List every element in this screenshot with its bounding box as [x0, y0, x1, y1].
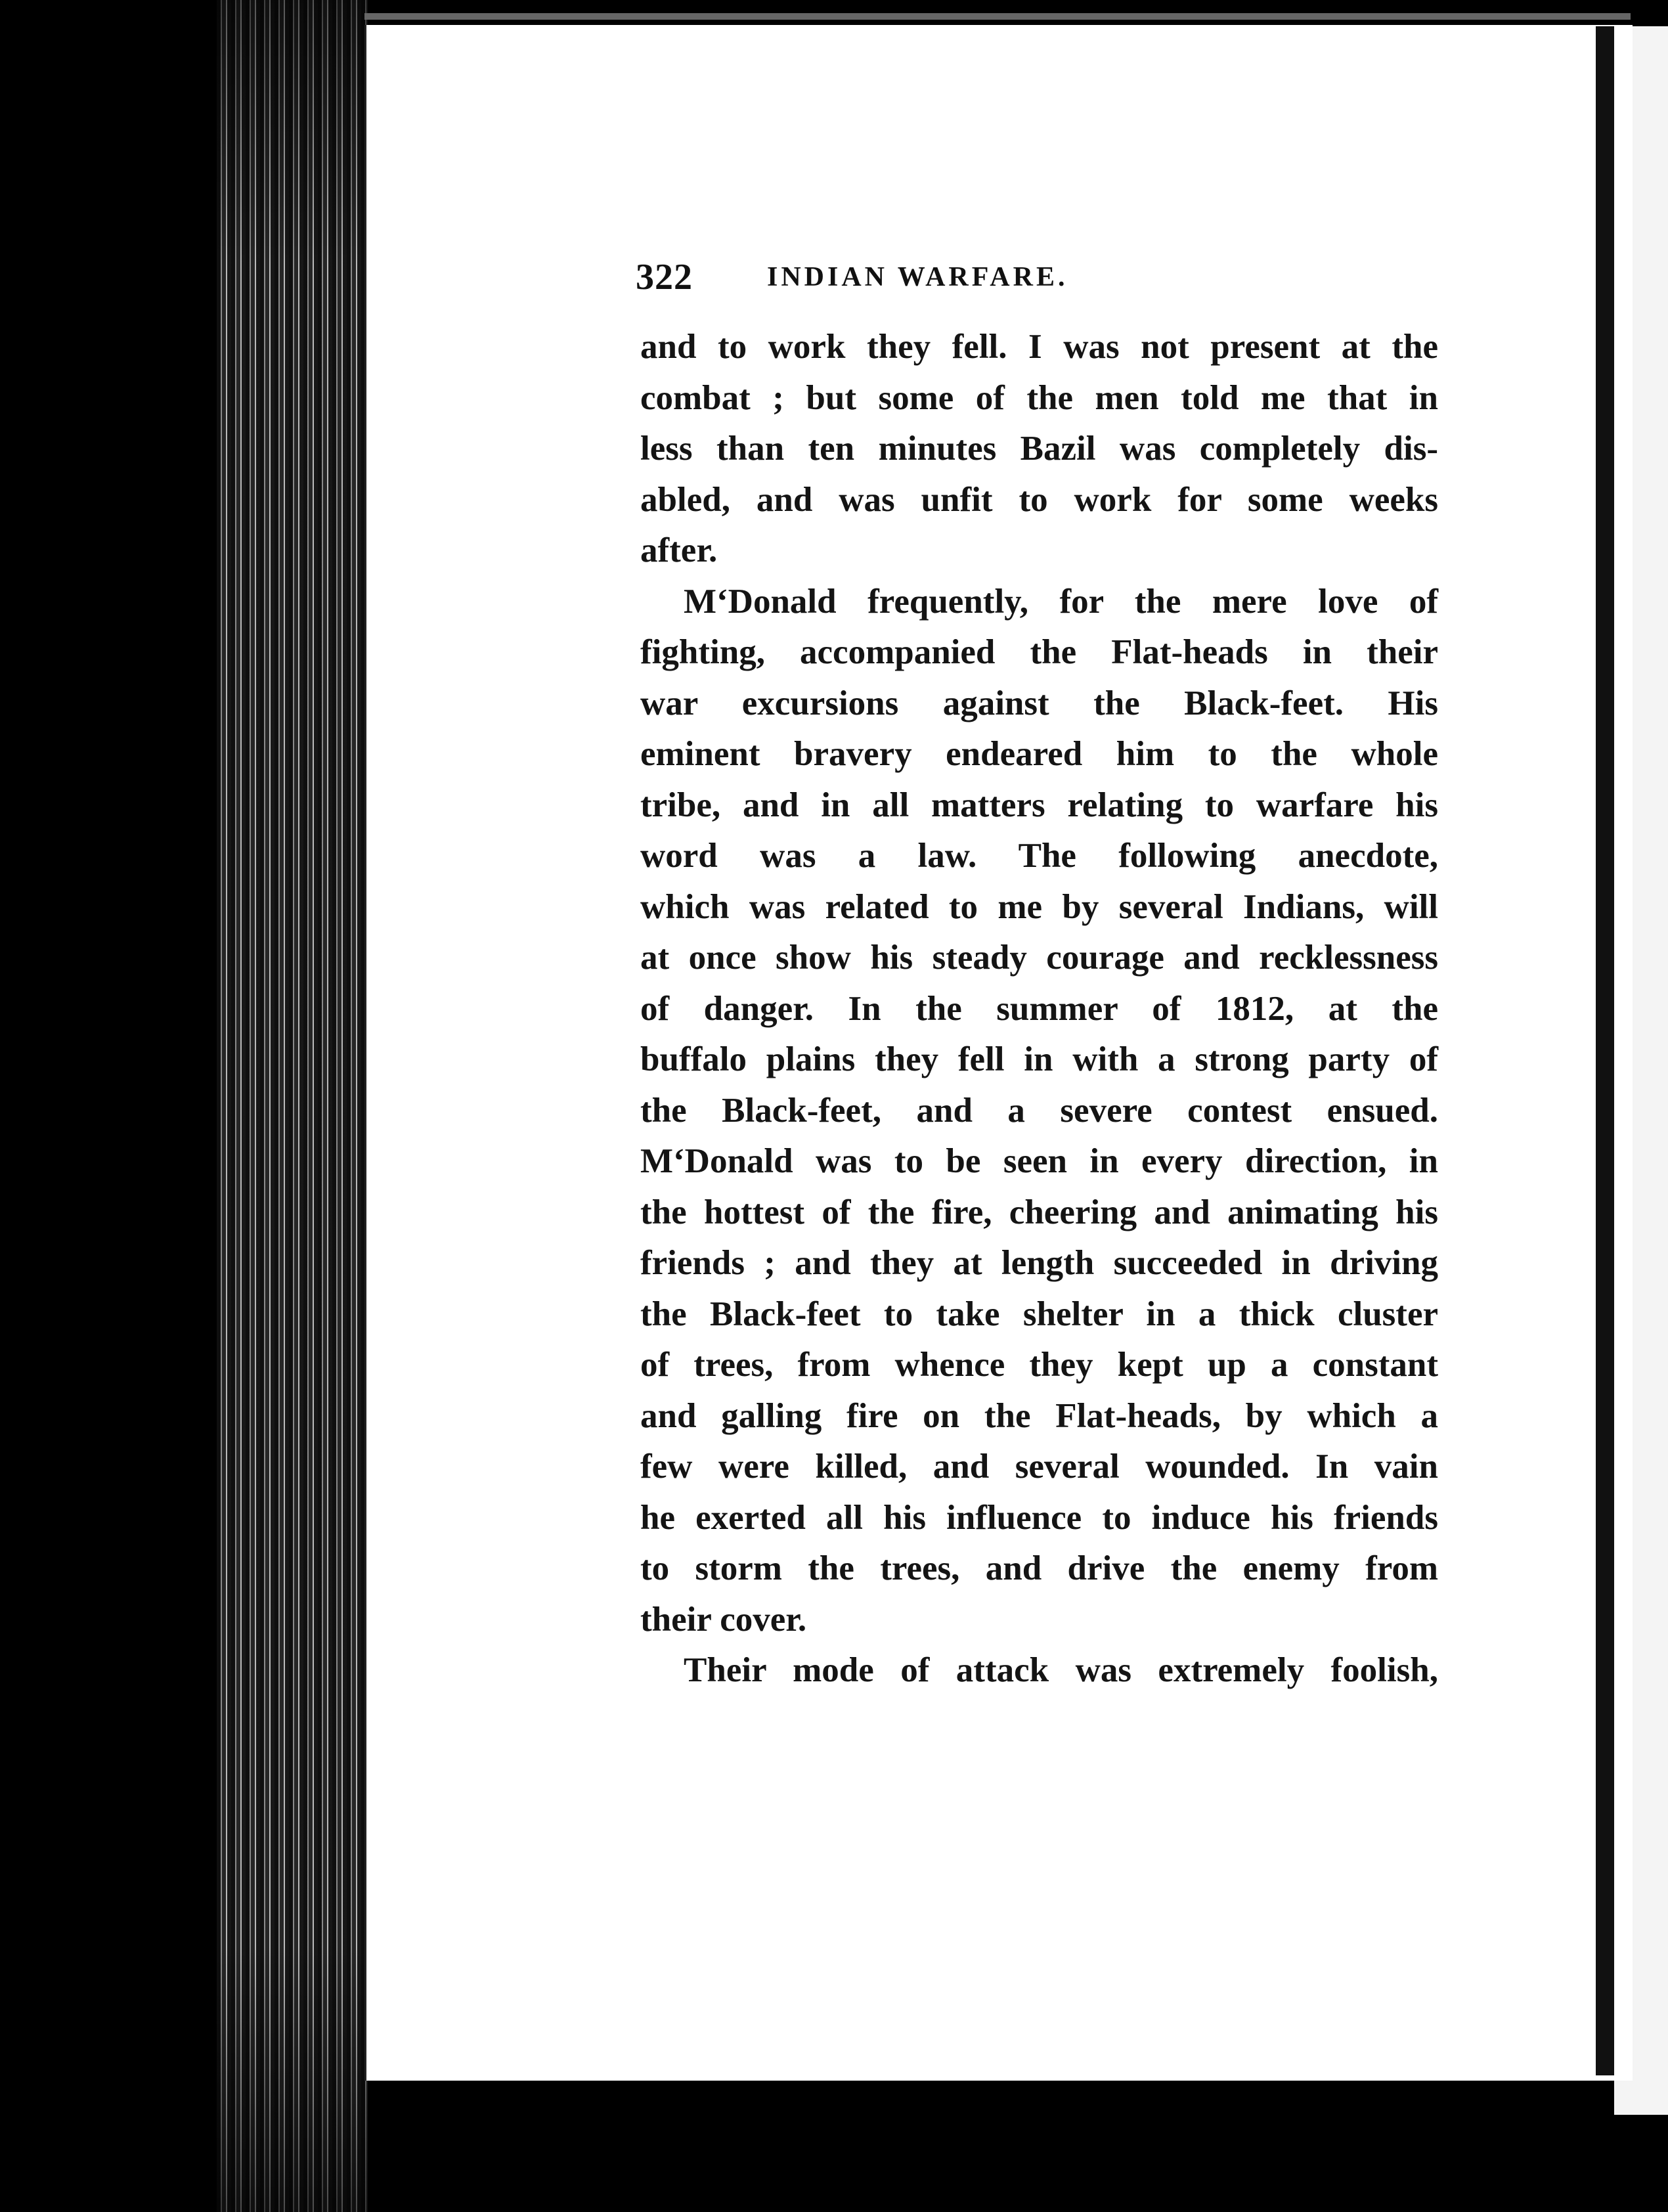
- text-line: to storm the trees, and drive the enemy from: [640, 1549, 1438, 1587]
- page-header: [636, 256, 1424, 302]
- text-line: fighting, accompanied the Flat-heads in their: [640, 633, 1438, 671]
- text-line: after.: [640, 531, 718, 569]
- text-line: abled, and was unfit to work for some weeks: [640, 480, 1438, 519]
- text-line: friends ; and they at length succeeded in driving: [640, 1244, 1438, 1282]
- text-line: M‘Donald was to be seen in every direction, in: [640, 1142, 1438, 1180]
- book-edge-shadow: [217, 0, 368, 2212]
- text-line: less than ten minutes Bazil was completely dis-: [640, 430, 1438, 468]
- page-top-edge: [364, 13, 1631, 20]
- text-line: eminent bravery endeared him to the whole: [640, 735, 1438, 773]
- text-line: word was a law. The following anecdote,: [640, 837, 1438, 875]
- text-line: buffalo plains they fell in with a strong party of: [640, 1040, 1438, 1078]
- text-line: M‘Donald frequently, for the mere love of: [684, 582, 1438, 621]
- text-line: the Black-feet to take shelter in a thick cluster: [640, 1294, 1438, 1333]
- page-number: 322: [636, 257, 693, 298]
- text-line: their cover.: [640, 1600, 807, 1639]
- book-gutter: [1596, 26, 1614, 2075]
- text-line: of trees, from whence they kept up a constant: [640, 1346, 1438, 1384]
- text-line: which was related to me by several Indians, will: [640, 887, 1438, 926]
- text-line: the Black-feet, and a severe contest ensued.: [640, 1091, 1438, 1130]
- text-line: and galling fire on the Flat-heads, by which a: [640, 1396, 1438, 1435]
- body-text: [640, 322, 1438, 1696]
- text-line: the hottest of the fire, cheering and animating his: [640, 1193, 1438, 1231]
- text-line: war excursions against the Black-feet. His: [640, 684, 1438, 722]
- text-line: he exerted all his influence to induce his friends: [640, 1498, 1438, 1537]
- text-line: at once show his steady courage and recklessness: [640, 939, 1438, 977]
- text-line: combat ; but some of the men told me that in: [640, 378, 1438, 417]
- text-line: few were killed, and several wounded. In vain: [640, 1448, 1438, 1486]
- text-line: tribe, and in all matters relating to warfare his: [640, 785, 1438, 824]
- text-line: of danger. In the summer of 1812, at the: [640, 989, 1438, 1028]
- running-head: INDIAN WARFARE.: [767, 262, 1068, 292]
- text-line: and to work they fell. I was not present at the: [640, 328, 1438, 366]
- text-line: Their mode of attack was extremely foolish,: [684, 1651, 1438, 1689]
